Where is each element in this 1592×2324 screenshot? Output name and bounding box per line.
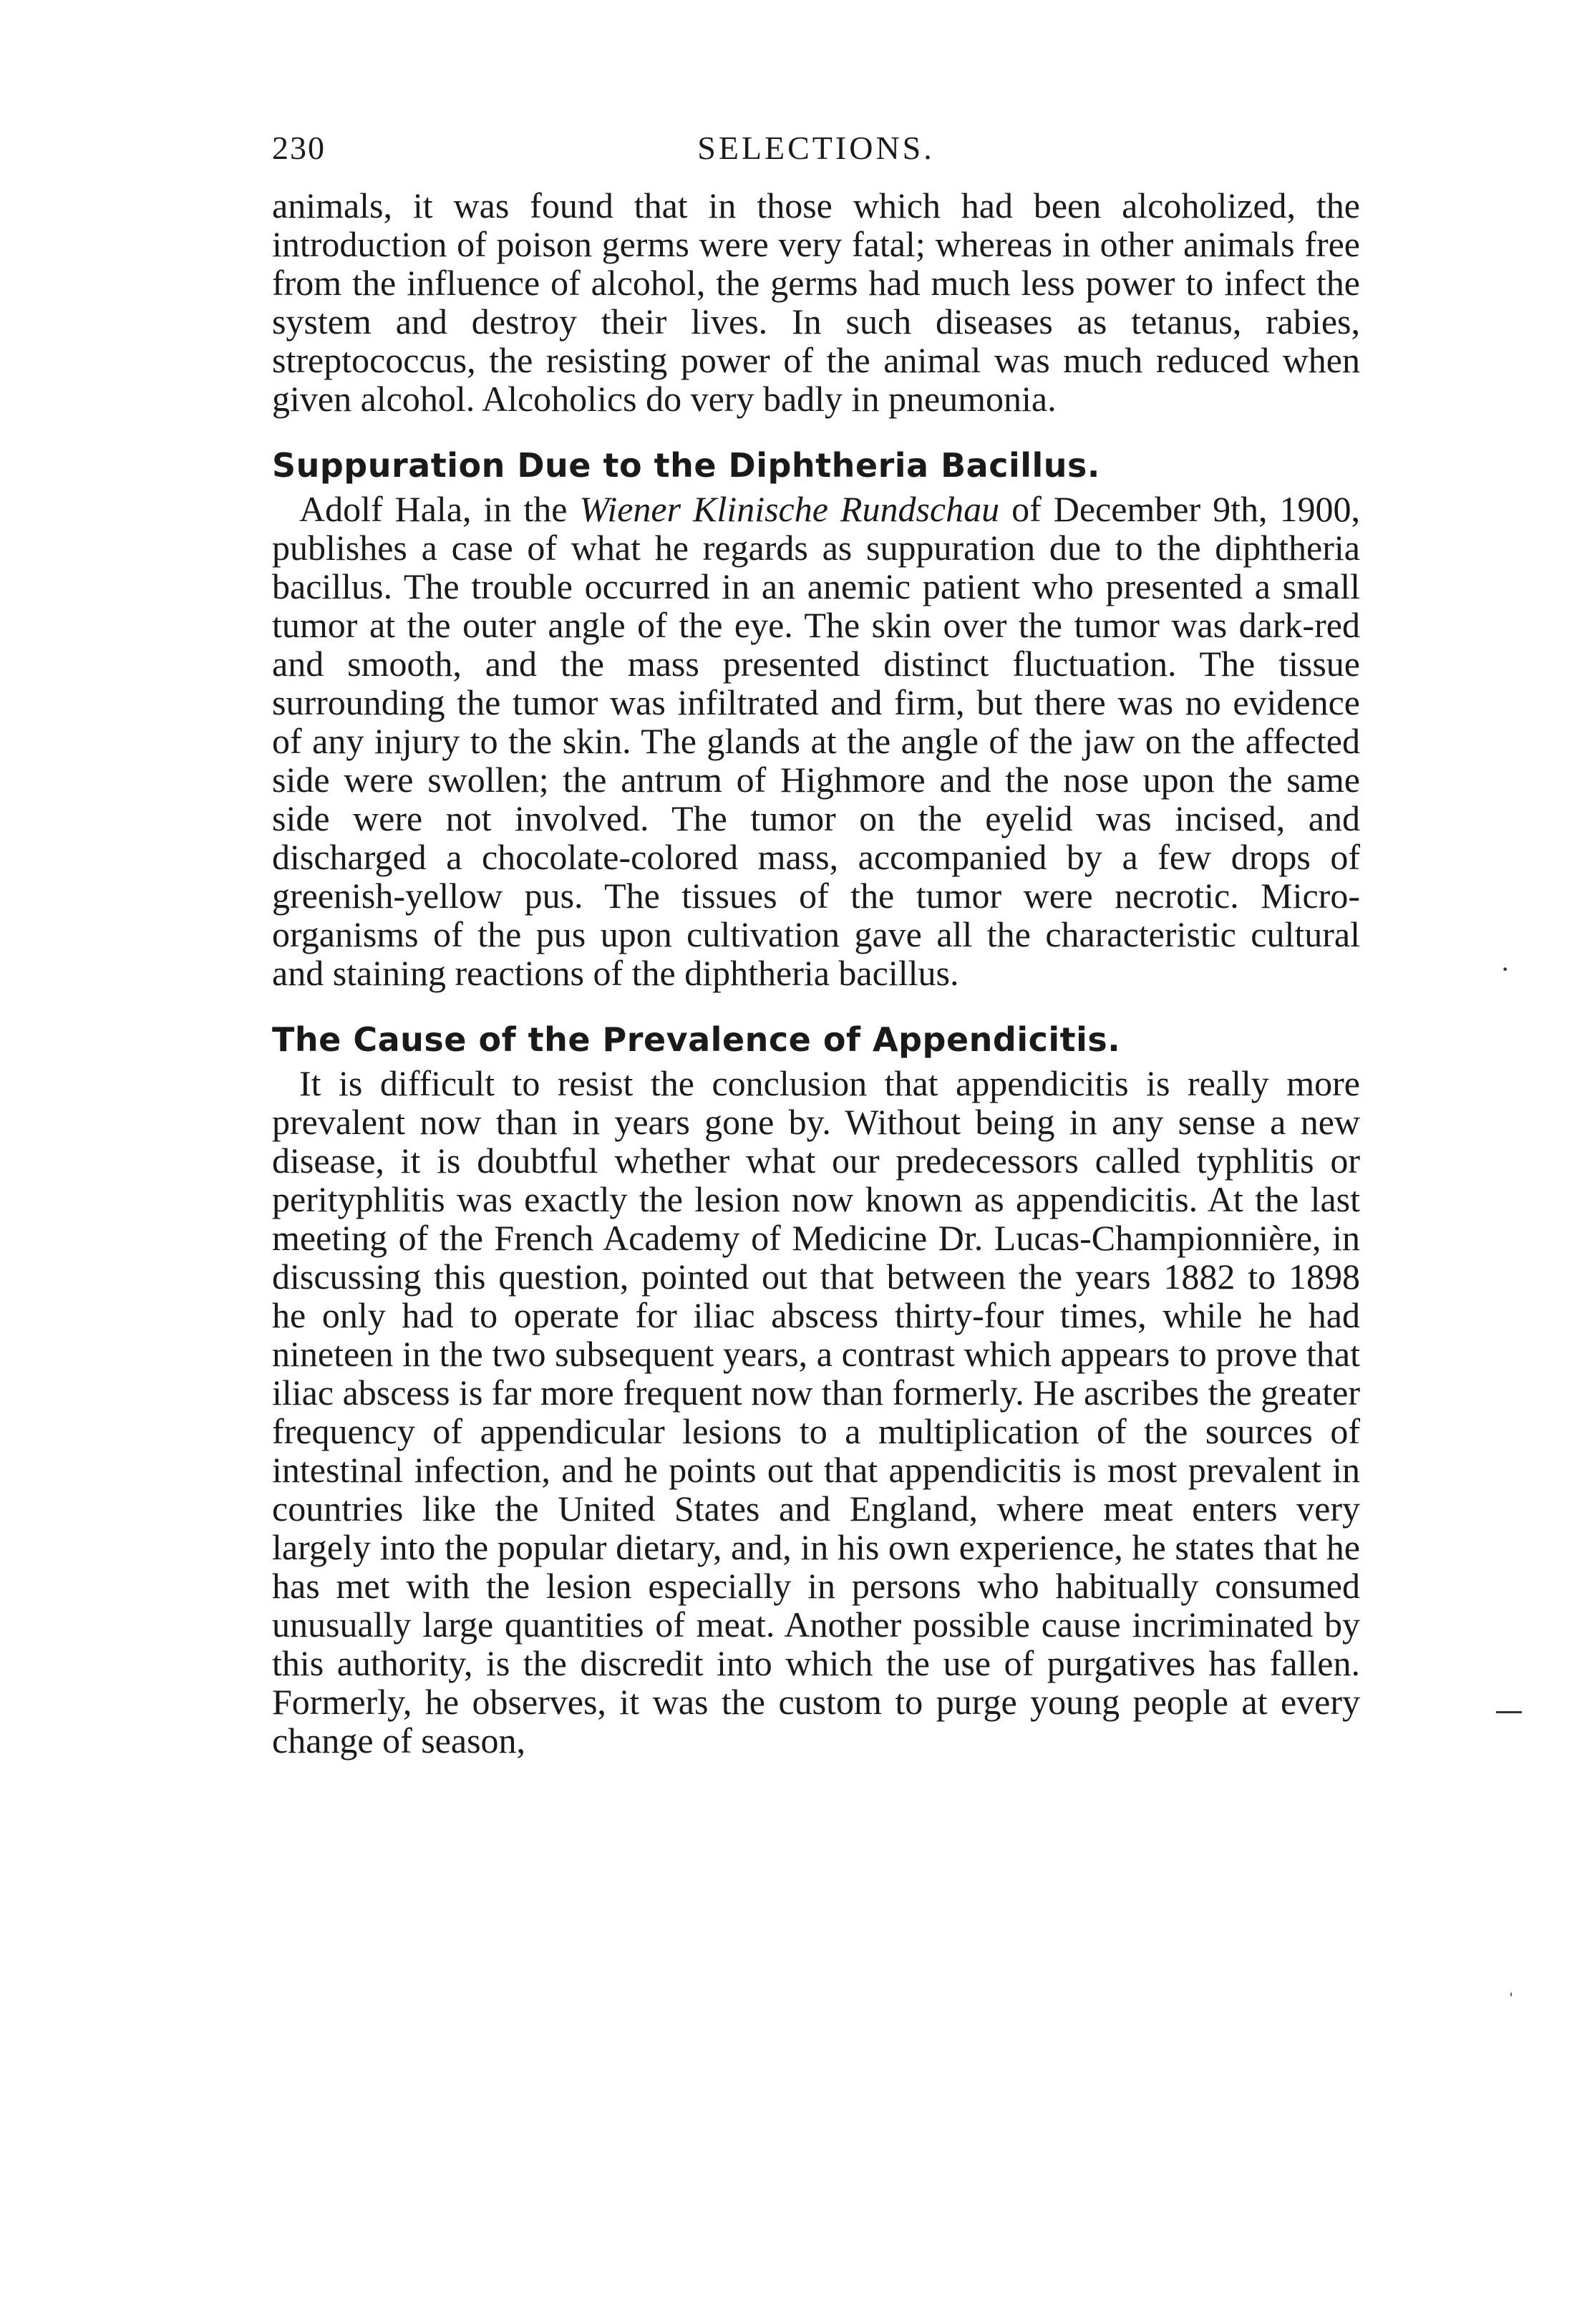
page-number: 230 [272,130,326,166]
diphtheria-text-before: Adolf Hala, in the [299,489,580,529]
diphtheria-paragraph [272,490,1360,992]
diphtheria-text-after: of December 9th, 1900, publishes a case of what he regards as suppuration due to the diphtheria bacillus. The trouble occurred in an anemic patient who presented a small tumor at the outer angle of the eye. The skin over the tumor was dark-red and smooth, and the mass presented distinct fluctuation. The tissue surrounding the tumor was infiltrated and firm, but there was no evidence of any injury to the skin. The glands at the angle of the jaw on the affected side were swollen; the antrum of Highmore and the nose upon the same side were not involved. The tumor on the eyelid was incised, and discharged a chocolate-colored mass, accompanied by a few drops of greenish-yellow pus. The tissues of the tumor were necrotic. Micro-organisms of the pus upon cultivation gave all the characteristic cultural and staining reactions of the diphtheria bacillus. [272,489,1361,993]
body-text [272,186,1360,1760]
margin-tick-mark: ˈ [1508,1989,1515,2013]
section-heading-appendicitis: The Cause of the Prevalence of Appendicitis. [272,1020,1121,1059]
intro-paragraph: animals, it was found that in those which had been alcoholized, the introduction of poison germs were very fatal; whereas in other animals free from the influence of alcohol, the germs had much less power to infect the system and destroy their lives. In such diseases as tetanus, rabies, streptococcus, the resisting power of the animal was much reduced when given alcohol. Alcoholics do very badly in pneumonia. [272,185,1360,419]
section-heading-diphtheria: Suppuration Due to the Diphtheria Bacillus. [272,446,1100,485]
appendicitis-paragraph: It is difficult to resist the conclusion that appendicitis is really more prevalent now than in years gone by. Without being in any sense a new disease, it is doubtful whether what our predecessors called typhlitis or perityphlitis was exactly the lesion now known as appendicitis. At the last meeting of the French Academy of Medicine Dr. Lucas-Championnière, in discussing this question, pointed out that between the years 1882 to 1898 he only had to operate for iliac abscess thirty-four times, while he had nineteen in the two subsequent years, a contrast which appears to prove that iliac abscess is far more frequent now than formerly. He ascribes the greater frequency of appendicular lesions to a multiplication of the sources of intestinal infection, and he points out that appendicitis is most prevalent in countries like the United States and England, where meat enters very largely into the popular dietary, and, in his own experience, he states that he has met with the lesion especially in persons who habitually consumed unusually large quantities of meat. Another possible cause incriminated by this authority, is the discredit into which the use of purgatives has fallen. Formerly, he observes, it was the custom to purge young people at every change of season, [272,1063,1360,1761]
journal-title: Wiener Klinische Rundschau [579,489,1000,529]
running-head [272,129,1360,186]
book-page [272,129,1360,1760]
margin-dot-mark: · [1500,953,1510,985]
margin-dash-mark [1496,1711,1522,1713]
running-title: SELECTIONS. [697,130,935,166]
